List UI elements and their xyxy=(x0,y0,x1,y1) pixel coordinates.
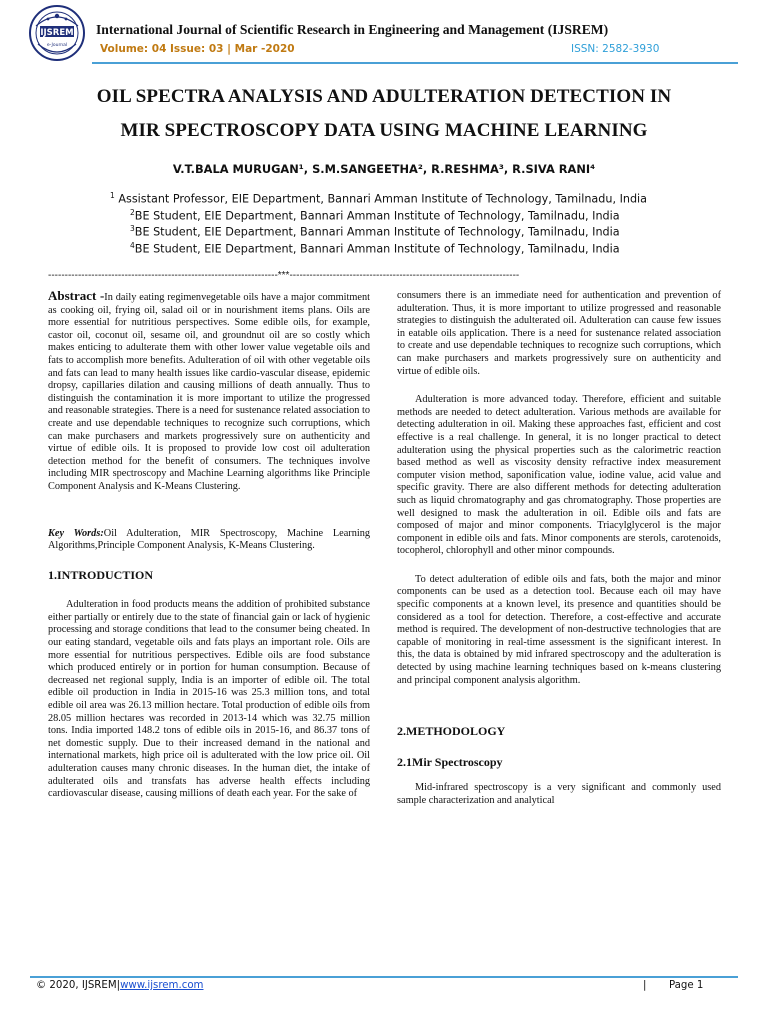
issn: ISSN: 2582-3930 xyxy=(571,43,660,55)
section-separator: ---------------------------------------------------------------------***--------------------------------------------------------------------- xyxy=(48,270,520,281)
footer-divider: | xyxy=(116,980,121,991)
introduction-paragraph: Adulteration in food products means the addition of prohibited substance either partially or entirely due to the state of financial gain or lack of hygienic processing and storage conditions that lead to the consumer being cheated. In our eating standard, vegetable oils and fats plays an important role. Oils are more essential for nutritious perspectives. Edible oils are food substance which produced entirely or in portion for human consumption. Because of decreased net regional supply, India is an importer of edible oil. The total edible oil production in India in 2015-16 was 25.3 million tons, and total edible oil area was 26.13 million hectare. Total production of edible oils from 28.05 million hectares was recorded in 2013-14 which was 32.75 million tons. India imported 148.2 tons of edible oils in 2015-16, and 86.37 tons of net domestic supply. Due to their increased demand in the national and international markets, high price oil is adulterated with the low price oil. Oil adulteration causes many chronic diseases. In the human diet, the intake of adulterated oils and transfats has adverse health effects including cardiovascular disease, causing millions of death each year. For the sake of xyxy=(48,599,370,800)
affiliation-4 xyxy=(130,241,620,256)
author-list: V.T.BALA MURUGAN¹, S.M.SANGEETHA², R.RESHMA³, R.SIVA RANI⁴ xyxy=(172,162,596,176)
introduction-heading: 1.INTRODUCTION xyxy=(48,567,154,582)
abstract-text: In daily eating regimenvegetable oils have a major commitment as cooking oil, frying oil, salad oil or in nourishment items plans. Oils are more essential for nutritious perspectives. Some edible oils, for example, castor oil, coconut oil, sesame oil, and groundnut oil are so costly which makes enticing to adulterate them with other lower value vegetable oils and fats to accomplish more benefits. Adulteration of oil with other vegetable oils and fats can lead to many health issues like cardio-vascular disease, epidemic dropsy, capillaries dilation and causing millions of death annually. Thus to distinguish the contamination it is more important to utilize the progressed and reasonable strategies. There is a need for sustenance related association to create and use dependable techniques to recognize such corruptions, which can make purchasers and markets progressively sure on authenticity and virtue of edible oils. It is proposed to provide low cost oil adulteration detection method for the benefit of consumers. The techniques involve including MIR spectroscopy and Machine Learning algorithms like Principle Component Analysis and K-Means Clustering. xyxy=(48,292,370,492)
mir-spectroscopy-paragraph: Mid-infrared spectroscopy is a very significant and commonly used sample characterization and analytical xyxy=(397,782,721,806)
affiliation-text: BE Student, EIE Department, Bannari Amman Institute of Technology, Tamilnadu, India xyxy=(134,242,620,256)
keywords-text: Oil Adulteration, MIR Spectroscopy, Machine Learning Algorithms,Principle Component Analysis, K-Means Clustering. xyxy=(48,527,370,552)
affiliation-1 xyxy=(110,191,647,206)
paper-title-line-1: OIL SPECTRA ANALYSIS AND ADULTERATION DETECTION IN xyxy=(96,86,672,107)
affiliation-number: 2 xyxy=(130,208,135,217)
journal-logo-icon xyxy=(28,4,86,62)
page-number: Page 1 xyxy=(669,980,704,991)
abstract-label: Abstract - xyxy=(48,288,105,303)
logo-subtext: e-Journal xyxy=(46,43,68,48)
footer-rule xyxy=(30,976,738,978)
affiliation-text: BE Student, EIE Department, Bannari Amman Institute of Technology, Tamilnadu, India xyxy=(134,225,620,239)
methodology-heading: 2.METHODOLOGY xyxy=(397,724,506,739)
affiliation-2 xyxy=(130,208,620,223)
adulteration-methods-paragraph: Adulteration is more advanced today. Therefore, efficient and suitable methods are needed to detect adulteration. Various methods are available for detecting adulteration in oil. Making these approaches fast, efficient and cost effective is a real challenge. In general, it is no longer practical to detect adulteration using the physical properties such as the calorimetric reaction based method as well as viscosity density refractive index measurement computer vision method, saponification value, iodine value, acid value and specific gravity. There are also different methods for detecting adulteration such as liquid chromatography and gas chromatography. Those properties are well designed to mask the adulteration in oil. Edible oils and fats are composed of major and minor components. Triacylglycerol is the major component in edible oils and fats. Minor components are sterols, carotenoids, tocopherol, chlorophyll and other minor compounds. xyxy=(397,394,721,557)
logo-text: IJSREM xyxy=(40,28,74,38)
copyright-text: © 2020, IJSREM xyxy=(36,980,117,991)
right-column xyxy=(397,290,721,808)
affiliation-3 xyxy=(130,224,620,239)
abstract xyxy=(48,290,370,494)
introduction-continued: consumers there is an immediate need for authentication and prevention of adulteration. Thus, it is more important to utilize progressed and reasonable strategies to distinguish the adulterated oil. Adulteration can cause few issues in eatable oils application. There is a need for sustenance related association to create and use dependable techniques to recognize such corruptions, which can make purchasers and markets progressively sure on authenticity and virtue of edible oils. xyxy=(397,290,721,377)
affiliation-number: 4 xyxy=(130,241,135,250)
footer-pipe: | xyxy=(643,980,647,991)
affiliation-text: Assistant Professor, EIE Department, Bannari Amman Institute of Technology, Tamilnadu, India xyxy=(118,192,648,206)
keywords-label: Key Words: xyxy=(48,527,104,539)
paper-title-line-2: MIR SPECTROSCOPY DATA USING MACHINE LEARNING xyxy=(120,120,648,141)
page-header xyxy=(0,0,768,62)
detection-paragraph: To detect adulteration of edible oils and fats, both the major and minor components can be used as a detection tool. Because each oil may have specific components at a known level, its presence and quantities should be considered as a tool for detection. Therefore, a cost-effective and accurate method is required. The development of non-destructive technologies that are capable of monitoring in real-time assessment is the significant interest. In this, the data is obtained by mid infrared spectroscopy and the adulteration is detected by using machine learning techniques based on k-means clustering and principal component analysis algorithm. xyxy=(397,573,721,686)
footer-copyright xyxy=(36,980,203,991)
affiliation-text: BE Student, EIE Department, Bannari Amman Institute of Technology, Tamilnadu, India xyxy=(134,209,620,223)
journal-title: International Journal of Scientific Research in Engineering and Management (IJSREM) xyxy=(96,22,609,37)
header-rule xyxy=(92,62,738,64)
volume-issue: Volume: 04 Issue: 03 | Mar -2020 xyxy=(100,43,295,55)
mir-spectroscopy-heading: 2.1Mir Spectroscopy xyxy=(397,754,503,769)
left-column xyxy=(48,290,370,801)
affiliation-number: 1 xyxy=(110,191,115,200)
journal-website-link[interactable]: www.ijsrem.com xyxy=(120,980,204,991)
affiliation-number: 3 xyxy=(130,224,135,233)
keywords xyxy=(48,528,370,553)
